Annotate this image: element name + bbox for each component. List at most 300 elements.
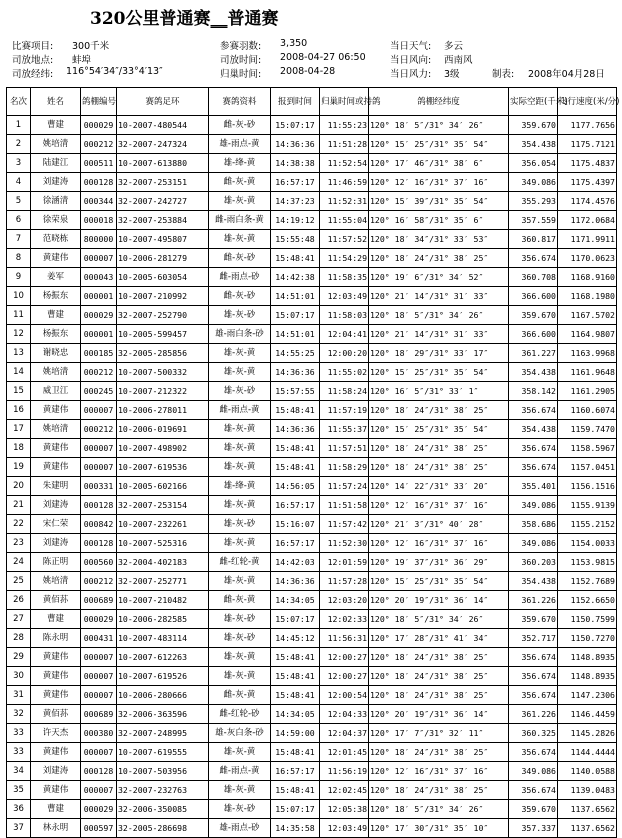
cell-bird-info: 雄-灰-黄 [209, 344, 271, 363]
cell-distance: 357.337 [509, 819, 558, 838]
cell-distance: 361.226 [509, 591, 558, 610]
cell-bird-info: 雄-灰-黄 [209, 230, 271, 249]
cell-return-time: 12:01:45 [320, 743, 369, 762]
info-value-weather: 多云 [444, 41, 464, 52]
cell-speed: 1175.4837 [558, 154, 617, 173]
cell-loft-id: 000007 [81, 743, 117, 762]
cell-return-time: 11:58:35 [320, 268, 369, 287]
cell-loft-id: 000689 [81, 705, 117, 724]
cell-loft-id: 000007 [81, 401, 117, 420]
cell-loft-id: 000511 [81, 154, 117, 173]
cell-bird-info: 雄-绛-黄 [209, 154, 271, 173]
cell-ring: 10-2007-619555 [117, 743, 209, 762]
cell-loft-id: 000185 [81, 344, 117, 363]
cell-bird-info: 雌-红轮-砂 [209, 705, 271, 724]
cell-loft-coords: 120° 14′ 22″/31° 33′ 20″ [369, 477, 509, 496]
cell-loft-id: 000560 [81, 553, 117, 572]
cell-name: 姜军 [31, 268, 81, 287]
cell-bird-info: 雄-灰-黄 [209, 496, 271, 515]
cell-return-time: 12:00:20 [320, 344, 369, 363]
cell-rank: 12 [7, 325, 31, 344]
cell-loft-id: 000001 [81, 325, 117, 344]
cell-distance: 356.674 [509, 648, 558, 667]
cell-ring: 10-2007-483114 [117, 629, 209, 648]
cell-rank: 21 [7, 496, 31, 515]
cell-speed: 1156.1516 [558, 477, 617, 496]
cell-bird-info: 雌-雨点-砂 [209, 268, 271, 287]
cell-return-time: 11:56:31 [320, 629, 369, 648]
cell-clock-time: 15:16:07 [271, 515, 320, 534]
cell-name: 曹建 [31, 610, 81, 629]
cell-loft-coords: 120° 18′ 24″/31° 38′ 25″ [369, 686, 509, 705]
title-suffix: 普通赛 [227, 9, 279, 29]
cell-name: 姚培清 [31, 420, 81, 439]
cell-loft-coords: 120° 18′ 24″/31° 38′ 25″ [369, 401, 509, 420]
cell-loft-coords: 120° 20′ 19″/31° 36′ 14″ [369, 705, 509, 724]
cell-loft-id: 000007 [81, 249, 117, 268]
cell-loft-id: 000043 [81, 268, 117, 287]
cell-loft-coords: 120° 19′ 6″/31° 34′ 52″ [369, 268, 509, 287]
cell-return-time: 11:58:03 [320, 306, 369, 325]
cell-distance: 355.293 [509, 192, 558, 211]
cell-rank: 8 [7, 249, 31, 268]
table-row [7, 192, 617, 211]
table-row [7, 762, 617, 781]
cell-bird-info: 雄-灰-黄 [209, 363, 271, 382]
cell-ring: 10-2007-498902 [117, 439, 209, 458]
cell-ring: 32-2007-253884 [117, 211, 209, 230]
cell-name: 姚培清 [31, 572, 81, 591]
cell-bird-info: 雌-灰-黄 [209, 686, 271, 705]
cell-ring: 10-2006-019691 [117, 420, 209, 439]
cell-return-time: 11:46:59 [320, 173, 369, 192]
table-row [7, 458, 617, 477]
cell-ring: 10-2007-480544 [117, 116, 209, 135]
cell-ring: 32-2005-286698 [117, 819, 209, 838]
cell-name: 林永明 [31, 819, 81, 838]
cell-distance: 349.086 [509, 173, 558, 192]
cell-loft-coords: 120° 21′ 14″/31° 31′ 33″ [369, 325, 509, 344]
cell-speed: 1147.2306 [558, 686, 617, 705]
cell-bird-info: 雄-灰-砂 [209, 515, 271, 534]
cell-speed: 1168.1980 [558, 287, 617, 306]
cell-loft-id: 000007 [81, 667, 117, 686]
cell-speed: 1175.7121 [558, 135, 617, 154]
cell-return-time: 12:00:54 [320, 686, 369, 705]
cell-distance: 352.717 [509, 629, 558, 648]
table-row [7, 173, 617, 192]
cell-speed: 1152.7689 [558, 572, 617, 591]
cell-return-time: 11:55:04 [320, 211, 369, 230]
cell-name: 谢晓忠 [31, 344, 81, 363]
cell-speed: 1137.6562 [558, 800, 617, 819]
cell-rank: 2 [7, 135, 31, 154]
cell-loft-id: 000007 [81, 439, 117, 458]
cell-clock-time: 14:37:23 [271, 192, 320, 211]
info-value-count: 3,350 [280, 38, 308, 49]
header-name: 姓名 [31, 88, 81, 116]
cell-name: 宋仁荣 [31, 515, 81, 534]
cell-return-time: 12:04:37 [320, 724, 369, 743]
header-clock-time: 报到时间 [271, 88, 320, 116]
cell-bird-info: 雄-灰-黄 [209, 420, 271, 439]
cell-bird-info: 雄-绛-黄 [209, 477, 271, 496]
cell-loft-id: 000007 [81, 781, 117, 800]
cell-clock-time: 15:48:41 [271, 686, 320, 705]
cell-rank: 11 [7, 306, 31, 325]
cell-ring: 10-2007-210482 [117, 591, 209, 610]
cell-rank: 31 [7, 686, 31, 705]
cell-loft-id: 000128 [81, 173, 117, 192]
cell-name: 刘建涛 [31, 173, 81, 192]
cell-distance: 361.226 [509, 705, 558, 724]
table-row [7, 268, 617, 287]
cell-loft-coords: 120° 15′ 25″/31° 35′ 54″ [369, 420, 509, 439]
info-value-wind-force: 3级 [444, 69, 460, 80]
cell-loft-coords: 120° 18′ 5″/31° 34′ 26″ [369, 800, 509, 819]
cell-ring: 10-2005-602166 [117, 477, 209, 496]
cell-ring: 10-2007-232261 [117, 515, 209, 534]
header-loft-id: 鸽棚编号 [81, 88, 117, 116]
cell-distance: 349.086 [509, 534, 558, 553]
cell-ring: 32-2007-242727 [117, 192, 209, 211]
cell-speed: 1171.9911 [558, 230, 617, 249]
cell-name: 陆建江 [31, 154, 81, 173]
cell-name: 杨振东 [31, 287, 81, 306]
cell-bird-info: 雄-雨点-黄 [209, 135, 271, 154]
cell-loft-id: 000212 [81, 135, 117, 154]
cell-name: 徐荣泉 [31, 211, 81, 230]
cell-ring: 10-2007-619526 [117, 667, 209, 686]
cell-bird-info: 雄-灰-黄 [209, 572, 271, 591]
cell-distance: 360.325 [509, 724, 558, 743]
cell-distance: 360.708 [509, 268, 558, 287]
cell-loft-id: 000029 [81, 610, 117, 629]
cell-clock-time: 14:34:05 [271, 705, 320, 724]
cell-clock-time: 15:07:17 [271, 116, 320, 135]
cell-name: 范晓栋 [31, 230, 81, 249]
cell-distance: 361.227 [509, 344, 558, 363]
info-value-return-time: 2008-04-28 [280, 66, 336, 77]
cell-name: 陈正明 [31, 553, 81, 572]
cell-ring: 32-2004-402183 [117, 553, 209, 572]
cell-loft-coords: 120° 16′ 58″/31° 35′ 6″ [369, 211, 509, 230]
cell-loft-id: 000029 [81, 306, 117, 325]
cell-bird-info: 雄-灰-黄 [209, 743, 271, 762]
cell-bird-info: 雄-灰-砂 [209, 629, 271, 648]
cell-name: 曹建 [31, 116, 81, 135]
cell-ring: 10-2007-503956 [117, 762, 209, 781]
cell-return-time: 12:03:49 [320, 819, 369, 838]
cell-loft-coords: 120° 15′ 39″/31° 35′ 54″ [369, 192, 509, 211]
cell-distance: 356.674 [509, 686, 558, 705]
cell-rank: 1 [7, 116, 31, 135]
cell-distance: 349.086 [509, 762, 558, 781]
cell-bird-info: 雄-灰白条-砂 [209, 724, 271, 743]
cell-ring: 10-2006-281279 [117, 249, 209, 268]
cell-name: 朱建明 [31, 477, 81, 496]
cell-return-time: 12:02:45 [320, 781, 369, 800]
cell-clock-time: 14:55:25 [271, 344, 320, 363]
cell-loft-id: 000007 [81, 648, 117, 667]
cell-bird-info: 雄-灰-黄 [209, 648, 271, 667]
cell-loft-coords: 120° 18′ 24″/31° 38′ 25″ [369, 781, 509, 800]
cell-return-time: 12:03:49 [320, 287, 369, 306]
info-label-count: 参赛羽数: [220, 41, 262, 52]
cell-loft-coords: 120° 15′ 25″/31° 35′ 54″ [369, 572, 509, 591]
cell-ring: 10-2006-280666 [117, 686, 209, 705]
cell-clock-time: 14:35:58 [271, 819, 320, 838]
cell-return-time: 11:58:29 [320, 458, 369, 477]
cell-ring: 10-2005-603054 [117, 268, 209, 287]
title-underline: __ [210, 9, 228, 29]
cell-return-time: 12:01:59 [320, 553, 369, 572]
cell-clock-time: 15:48:41 [271, 458, 320, 477]
cell-name: 黄佰荪 [31, 705, 81, 724]
table-row [7, 705, 617, 724]
cell-distance: 356.674 [509, 743, 558, 762]
info-label-release-site: 司放地点: [12, 55, 54, 66]
cell-clock-time: 16:57:17 [271, 534, 320, 553]
cell-rank: 18 [7, 439, 31, 458]
cell-speed: 1139.0483 [558, 781, 617, 800]
cell-distance: 359.670 [509, 116, 558, 135]
cell-bird-info: 雄-灰-黄 [209, 192, 271, 211]
cell-loft-coords: 120° 18′ 24″/31° 38′ 25″ [369, 667, 509, 686]
cell-clock-time: 15:48:41 [271, 648, 320, 667]
cell-return-time: 11:58:24 [320, 382, 369, 401]
cell-loft-coords: 120° 15′ 25″/31° 35′ 54″ [369, 135, 509, 154]
cell-name: 刘建涛 [31, 496, 81, 515]
cell-speed: 1157.0451 [558, 458, 617, 477]
info-label-wind-force: 当日风力: [390, 69, 432, 80]
cell-clock-time: 14:36:36 [271, 135, 320, 154]
cell-return-time: 11:55:37 [320, 420, 369, 439]
cell-distance: 356.054 [509, 154, 558, 173]
cell-rank: 22 [7, 515, 31, 534]
cell-clock-time: 14:51:01 [271, 287, 320, 306]
cell-return-time: 11:52:30 [320, 534, 369, 553]
cell-name: 黄佰荪 [31, 591, 81, 610]
cell-name: 杨振东 [31, 325, 81, 344]
cell-speed: 1150.7270 [558, 629, 617, 648]
cell-bird-info: 雄-灰-黄 [209, 781, 271, 800]
info-value-tabulated: 2008年04月28日 [528, 69, 605, 80]
cell-ring: 32-2007-253154 [117, 496, 209, 515]
cell-rank: 30 [7, 667, 31, 686]
cell-clock-time: 14:34:05 [271, 591, 320, 610]
table-row [7, 515, 617, 534]
cell-loft-id: 000380 [81, 724, 117, 743]
cell-clock-time: 15:48:41 [271, 401, 320, 420]
header-row [7, 88, 617, 116]
table-row [7, 572, 617, 591]
header-rank: 名次 [7, 88, 31, 116]
cell-distance: 356.674 [509, 458, 558, 477]
cell-return-time: 11:52:31 [320, 192, 369, 211]
table-row [7, 363, 617, 382]
results-body [7, 116, 617, 838]
cell-speed: 1174.4576 [558, 192, 617, 211]
cell-loft-coords: 120° 19′ 37″/31° 36′ 29″ [369, 553, 509, 572]
table-row [7, 135, 617, 154]
cell-return-time: 11:56:19 [320, 762, 369, 781]
cell-loft-id: 000689 [81, 591, 117, 610]
cell-bird-info: 雄-雨点-砂 [209, 819, 271, 838]
cell-speed: 1155.9139 [558, 496, 617, 515]
cell-name: 黄建伟 [31, 401, 81, 420]
cell-loft-coords: 120° 18′ 5″/31° 34′ 26″ [369, 610, 509, 629]
cell-speed: 1159.7470 [558, 420, 617, 439]
cell-speed: 1161.9648 [558, 363, 617, 382]
cell-distance: 356.674 [509, 781, 558, 800]
table-row [7, 496, 617, 515]
cell-bird-info: 雄-灰-黄 [209, 458, 271, 477]
info-label-release-time: 司放时间: [220, 55, 262, 66]
cell-return-time: 12:02:33 [320, 610, 369, 629]
cell-loft-id: 000128 [81, 534, 117, 553]
cell-clock-time: 14:56:05 [271, 477, 320, 496]
cell-return-time: 11:54:29 [320, 249, 369, 268]
cell-loft-coords: 120° 21′ 14″/31° 31′ 33″ [369, 287, 509, 306]
cell-loft-id: 000245 [81, 382, 117, 401]
cell-rank: 36 [7, 800, 31, 819]
cell-rank: 7 [7, 230, 31, 249]
cell-loft-id: 000128 [81, 496, 117, 515]
cell-bird-info: 雌-灰-砂 [209, 287, 271, 306]
header-distance: 实际空距(千米) [509, 88, 558, 116]
cell-ring: 10-2007-612263 [117, 648, 209, 667]
cell-ring: 10-2007-613880 [117, 154, 209, 173]
table-row [7, 781, 617, 800]
info-label-tabulated: 制表: [492, 69, 515, 80]
info-value-release-site: 蚌埠 [72, 55, 92, 66]
cell-distance: 358.142 [509, 382, 558, 401]
cell-loft-coords: 120° 20′ 19″/31° 36′ 14″ [369, 591, 509, 610]
cell-loft-id: 000842 [81, 515, 117, 534]
info-label-wind-dir: 当日风向: [390, 55, 432, 66]
info-label-weather: 当日天气: [390, 41, 432, 52]
cell-rank: 13 [7, 344, 31, 363]
table-row [7, 667, 617, 686]
cell-loft-id: 000029 [81, 800, 117, 819]
cell-return-time: 11:57:42 [320, 515, 369, 534]
cell-bird-info: 雌-红轮-黄 [209, 553, 271, 572]
header-bird-info: 赛鸽资料 [209, 88, 271, 116]
table-row [7, 591, 617, 610]
cell-rank: 24 [7, 553, 31, 572]
cell-speed: 1145.2826 [558, 724, 617, 743]
cell-rank: 20 [7, 477, 31, 496]
cell-name: 刘建涛 [31, 762, 81, 781]
cell-bird-info: 雌-灰-砂 [209, 249, 271, 268]
cell-speed: 1163.9968 [558, 344, 617, 363]
table-row [7, 743, 617, 762]
cell-return-time: 11:51:28 [320, 135, 369, 154]
cell-distance: 354.438 [509, 572, 558, 591]
cell-clock-time: 14:51:01 [271, 325, 320, 344]
cell-clock-time: 14:45:12 [271, 629, 320, 648]
header-loft-coords: 鸽棚经纬度 [369, 88, 509, 116]
cell-rank: 6 [7, 211, 31, 230]
cell-ring: 10-2007-500332 [117, 363, 209, 382]
cell-ring: 10-2007-212322 [117, 382, 209, 401]
cell-clock-time: 15:57:55 [271, 382, 320, 401]
cell-clock-time: 16:57:17 [271, 496, 320, 515]
table-row [7, 287, 617, 306]
cell-loft-coords: 120° 18′ 24″/31° 38′ 25″ [369, 743, 509, 762]
cell-return-time: 11:51:58 [320, 496, 369, 515]
info-label-return-time: 归巢时间: [220, 69, 262, 80]
cell-clock-time: 16:57:17 [271, 173, 320, 192]
cell-clock-time: 15:07:17 [271, 610, 320, 629]
cell-rank: 16 [7, 401, 31, 420]
table-row [7, 648, 617, 667]
cell-loft-coords: 120° 18′ 5″/31° 34′ 26″ [369, 306, 509, 325]
cell-rank: 3 [7, 154, 31, 173]
cell-clock-time: 14:36:36 [271, 420, 320, 439]
cell-ring: 32-2006-350085 [117, 800, 209, 819]
cell-speed: 1153.9815 [558, 553, 617, 572]
cell-loft-coords: 120° 17′ 30″/31° 35′ 10″ [369, 819, 509, 838]
header-ring: 赛鸽足环 [117, 88, 209, 116]
table-row [7, 306, 617, 325]
cell-loft-id: 000007 [81, 686, 117, 705]
table-row [7, 211, 617, 230]
info-label-event: 比赛项目: [12, 41, 54, 52]
cell-loft-coords: 120° 18′ 29″/31° 33′ 17″ [369, 344, 509, 363]
cell-ring: 10-2007-210992 [117, 287, 209, 306]
header-speed: 飞行速度(米/分) [558, 88, 617, 116]
cell-ring: 32-2007-253151 [117, 173, 209, 192]
cell-distance: 359.670 [509, 306, 558, 325]
cell-ring: 10-2007-619536 [117, 458, 209, 477]
cell-rank: 29 [7, 648, 31, 667]
table-row [7, 629, 617, 648]
cell-distance: 360.203 [509, 553, 558, 572]
cell-distance: 354.438 [509, 135, 558, 154]
cell-loft-coords: 120° 17′ 46″/31° 38′ 6″ [369, 154, 509, 173]
cell-ring: 10-2006-282585 [117, 610, 209, 629]
cell-loft-coords: 120° 18′ 5″/31° 34′ 26″ [369, 116, 509, 135]
cell-clock-time: 14:42:38 [271, 268, 320, 287]
cell-name: 陈永明 [31, 629, 81, 648]
cell-distance: 366.600 [509, 325, 558, 344]
cell-bird-info: 雌-灰-砂 [209, 116, 271, 135]
cell-rank: 15 [7, 382, 31, 401]
cell-speed: 1154.0033 [558, 534, 617, 553]
table-row [7, 154, 617, 173]
cell-rank: 9 [7, 268, 31, 287]
cell-loft-coords: 120° 18′ 24″/31° 38′ 25″ [369, 458, 509, 477]
cell-rank: 33 [7, 724, 31, 743]
info-value-release-time: 2008-04-27 06:50 [280, 52, 366, 63]
cell-loft-id: 000001 [81, 287, 117, 306]
cell-name: 黄建伟 [31, 648, 81, 667]
cell-rank: 23 [7, 534, 31, 553]
cell-ring: 10-2006-278011 [117, 401, 209, 420]
cell-speed: 1167.5702 [558, 306, 617, 325]
cell-clock-time: 14:36:36 [271, 363, 320, 382]
cell-clock-time: 15:55:48 [271, 230, 320, 249]
cell-rank: 25 [7, 572, 31, 591]
cell-rank: 33 [7, 743, 31, 762]
cell-loft-id: 000029 [81, 116, 117, 135]
cell-loft-coords: 120° 17′ 7″/31° 32′ 11″ [369, 724, 509, 743]
cell-clock-time: 14:38:38 [271, 154, 320, 173]
cell-loft-id: 000212 [81, 363, 117, 382]
table-row [7, 116, 617, 135]
